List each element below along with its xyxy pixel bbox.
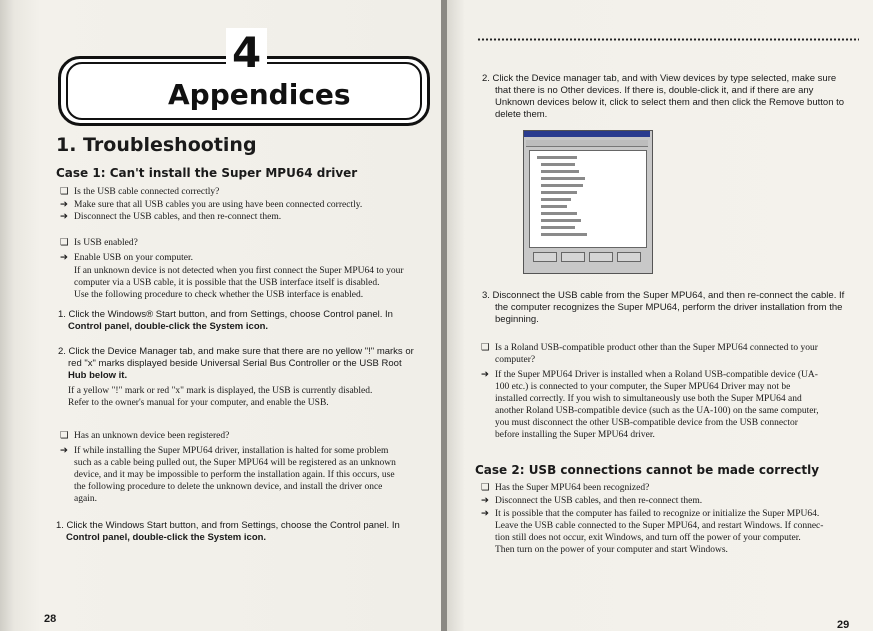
note-text: Refer to the owner's manual for your computer, and enable the USB.: [68, 398, 329, 408]
right-page: [447, 0, 873, 631]
question-icon: ❑: [60, 431, 69, 441]
arrow-icon: ➔: [60, 212, 68, 222]
answer-item: ➔ It is possible that the computer has failed to recognize or initialize the Super MPU64.: [481, 509, 820, 519]
tree-line: [541, 205, 567, 208]
step-text: Control panel, double-click the System icon.: [68, 321, 269, 332]
arrow-icon: ➔: [60, 446, 68, 456]
question-item: ❑ Has the Super MPU64 been recognized?: [481, 483, 650, 493]
question-text: computer?: [495, 355, 536, 365]
answer-text: you must disconnect the other USB-compatible device from the USB connector: [495, 418, 798, 428]
step-text: Unknown devices below it, click to select them and then click the Remove button to: [495, 97, 845, 108]
note-text: If a yellow "!" mark or red "x" mark is displayed, the USB is currently disabled.: [68, 386, 373, 396]
chapter-number: 4: [226, 28, 267, 78]
answer-text: If an unknown device is not detected when you first connect the Super MPU64 to your: [74, 266, 404, 276]
step-text: 1. Click the Windows Start button, and from Settings, choose the Control panel. In: [56, 520, 400, 531]
screenshot-button: [533, 252, 557, 262]
tree-line: [541, 163, 575, 166]
screenshot-button: [589, 252, 613, 262]
chapter-title: Appendices: [168, 78, 351, 111]
step-text: that there is no Other devices. If there is, double-click it, and if there are any: [495, 85, 814, 96]
step-text: 1. Click the Windows® Start button, and from Settings, choose Control panel. In: [58, 309, 393, 320]
answer-text: device, and it may be impossible to perform the installation again. If this occurs, use: [74, 470, 395, 480]
answer-item: ➔ Disconnect the USB cables, and then re-connect them.: [481, 496, 703, 506]
case2-title: Case 2: USB connections cannot be made correctly: [475, 463, 820, 477]
answer-text: the following procedure to delete the unknown device, and install the driver once: [74, 482, 383, 492]
section-title: 1. Troubleshooting: [56, 134, 257, 156]
question-item: ❑ Has an unknown device been registered?: [60, 431, 230, 441]
screenshot-button: [561, 252, 585, 262]
step-text: delete them.: [495, 109, 548, 120]
tree-line: [537, 156, 577, 159]
step-text: Hub below it.: [68, 370, 128, 381]
step-text: the computer recognizes the Super MPU64, perform the driver installation from the: [495, 302, 843, 313]
case1-title: Case 1: Can't install the Super MPU64 driver: [56, 166, 358, 180]
answer-item: ➔ If while installing the Super MPU64 driver, installation is halted for some problem: [60, 446, 389, 456]
step-text: beginning.: [495, 314, 539, 325]
answer-item: ➔ Make sure that all USB cables you are using have been connected correctly.: [60, 200, 363, 210]
tree-line: [541, 177, 585, 180]
page-number: 28: [44, 613, 57, 625]
dotted-rule: [477, 38, 859, 41]
arrow-icon: ➔: [60, 200, 68, 210]
tree-line: [541, 170, 579, 173]
tree-line: [541, 191, 577, 194]
step-text: 3. Disconnect the USB cable from the Super MPU64, and then re-connect the cable. If: [482, 290, 845, 301]
page-number: 29: [837, 619, 850, 631]
arrow-icon: ➔: [60, 253, 68, 263]
screenshot-titlebar: [524, 131, 650, 137]
tree-line: [541, 212, 577, 215]
answer-item: ➔ Enable USB on your computer.: [60, 253, 193, 263]
answer-text: tion still does not occur, exit Windows, and turn off the power of your computer.: [495, 533, 801, 543]
answer-text: installed correctly. If you wish to simultaneously use both the Super MPU64 and: [495, 394, 802, 404]
tree-line: [541, 219, 581, 222]
tree-line: [541, 233, 587, 236]
answer-text: Leave the USB cable connected to the Super MPU64, and restart Windows. If connec-: [495, 521, 824, 531]
tree-line: [541, 226, 575, 229]
arrow-icon: ➔: [481, 496, 489, 506]
screenshot-tabs: [526, 140, 648, 147]
answer-text: 100 etc.) is connected to your computer, the Super MPU64 Driver may not be: [495, 382, 791, 392]
screenshot-button: [617, 252, 641, 262]
question-icon: ❑: [481, 483, 490, 493]
answer-text: computer via a USB cable, it is possible that the USB interface itself is disabled.: [74, 278, 380, 288]
question-icon: ❑: [481, 343, 490, 353]
tree-line: [541, 184, 583, 187]
question-item: ❑ Is the USB cable connected correctly?: [60, 187, 220, 197]
question-item: ❑ Is USB enabled?: [60, 238, 138, 248]
tree-line: [541, 198, 571, 201]
step-text: Control panel, double-click the System icon.: [66, 532, 267, 543]
question-icon: ❑: [60, 187, 69, 197]
arrow-icon: ➔: [481, 370, 489, 380]
answer-text: another Roland USB-compatible device (such as the UA-100) on the same computer,: [495, 406, 819, 416]
answer-text: such as a cable being pulled out, the Super MPU64 will be registered as an unknown: [74, 458, 396, 468]
question-item: ❑ Is a Roland USB-compatible product other than the Super MPU64 connected to your: [481, 343, 818, 353]
answer-item: ➔ If the Super MPU64 Driver is installed when a Roland USB-compatible device (UA-: [481, 370, 818, 380]
answer-item: ➔ Disconnect the USB cables, and then re-connect them.: [60, 212, 282, 222]
answer-text: again.: [74, 494, 97, 504]
answer-text: Then turn on the power of your computer and start Windows.: [495, 545, 728, 555]
question-icon: ❑: [60, 238, 69, 248]
arrow-icon: ➔: [481, 509, 489, 519]
step-text: red "x" marks displayed beside Universal Serial Bus Controller or the USB Root: [68, 358, 402, 369]
step-text: 2. Click the Device manager tab, and with View devices by type selected, make sure: [482, 73, 837, 84]
step-text: 2. Click the Device Manager tab, and make sure that there are no yellow "!" marks or: [58, 346, 414, 357]
answer-text: before installing the Super MPU64 driver.: [495, 430, 655, 440]
answer-text: Use the following procedure to check whether the USB interface is enabled.: [74, 290, 364, 300]
